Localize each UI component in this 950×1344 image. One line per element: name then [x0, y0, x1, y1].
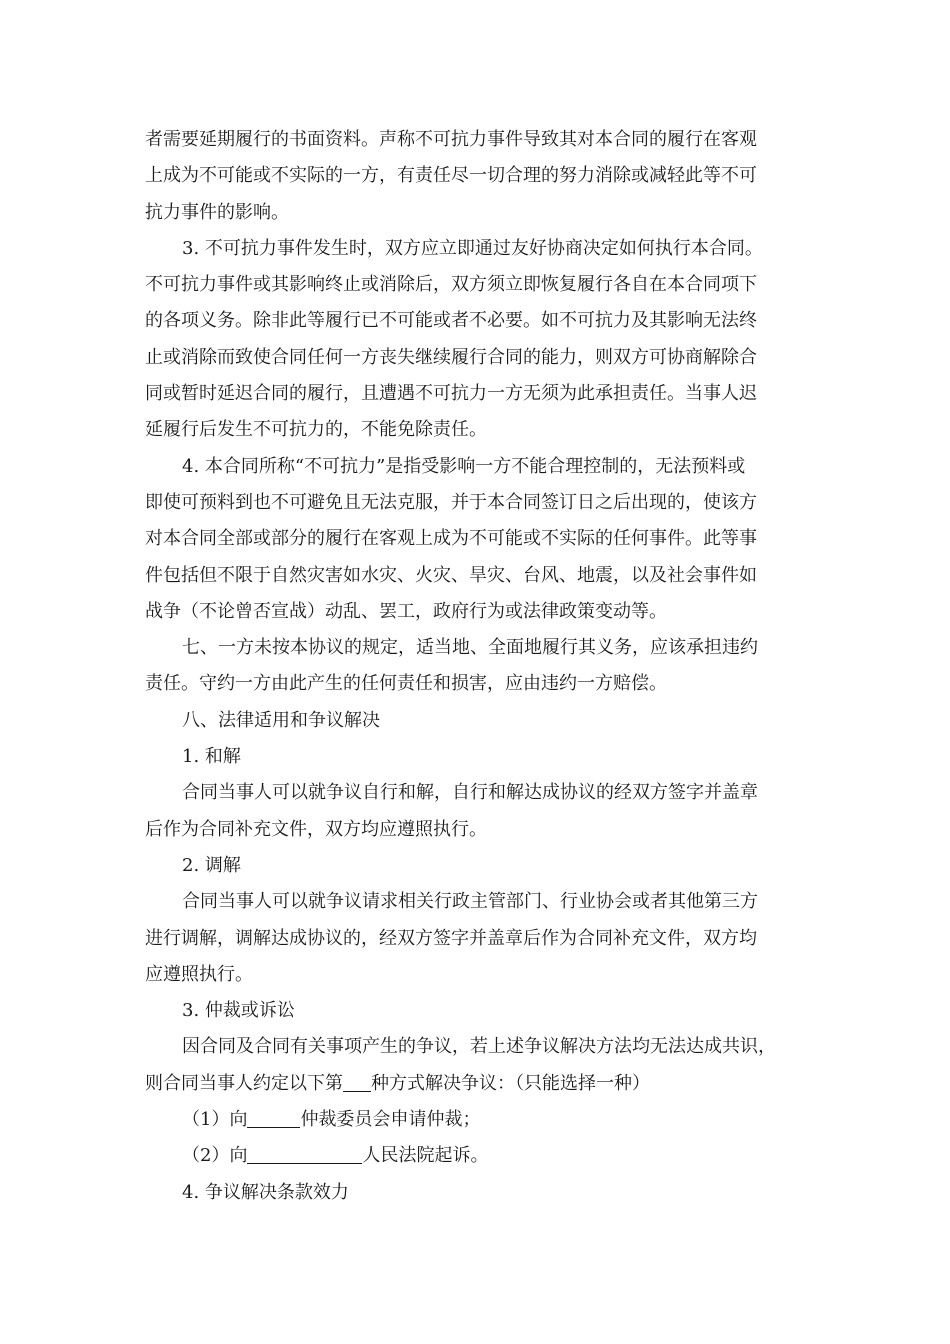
text-line: 进行调解，调解达成协议的，经双方签字并盖章后作为合同补充文件，双方均 — [145, 927, 757, 949]
subheading-clause-validity: 4. 争议解决条款效力 — [182, 1181, 349, 1203]
document-body — [145, 122, 810, 1211]
option-arbitration-line — [145, 1102, 810, 1138]
clause-3-paragraph: 3. 不可抗力事件发生时，双方应立即通过友好协商决定如何执行本合同。 — [182, 237, 763, 259]
text-line: 同或暂时延迟合同的履行，且遭遇不可抗力一方无须为此承担责任。当事人迟 — [145, 383, 757, 405]
court-name-blank[interactable] — [247, 1143, 362, 1164]
subheading-mediation: 2. 调解 — [182, 854, 241, 876]
text-line: 对本合同全部或部分的履行在客观上成为不可能或不实际的任何事件。此等事 — [145, 528, 757, 550]
dispute-method-choice-line — [145, 1066, 810, 1102]
option-2-before: （2）向 — [182, 1145, 248, 1167]
choice-line-after: 种方式解决争议：（只能选择一种） — [371, 1072, 650, 1094]
text-line: 止或消除而致使合同任何一方丧失继续履行合同的能力，则双方可协商解除合 — [145, 346, 757, 368]
text-line: 抗力事件的影响。 — [145, 201, 289, 223]
text-line: 即使可预料到也不可避免且无法克服，并于本合同签订日之后出现的，使该方 — [145, 491, 757, 513]
text-line: 件包括但不限于自然灾害如水灾、火灾、旱灾、台风、地震，以及社会事件如 — [145, 564, 757, 586]
option-court-line — [145, 1138, 810, 1174]
text-line: 者需要延期履行的书面资料。声称不可抗力事件导致其对本合同的履行在客观 — [145, 129, 757, 150]
arbitration-commission-blank[interactable] — [247, 1107, 300, 1128]
text-line: 战争（不论曾否宣战）动乱、罢工，政府行为或法律政策变动等。 — [145, 600, 667, 622]
text-line: 责任。守约一方由此产生的任何责任和损害，应由违约一方赔偿。 — [145, 673, 667, 695]
text-line: 上成为不可能或不实际的一方，有责任尽一切合理的努力消除或减轻此等不可 — [145, 165, 757, 187]
section-8-heading: 八、法律适用和争议解决 — [182, 709, 380, 731]
arbitration-paragraph: 因合同及合同有关事项产生的争议，若上述争议解决方法均无法达成共识， — [182, 1036, 776, 1058]
text-line: 的各项义务。除非此等履行已不可能或者不必要。如不可抗力及其影响无法终 — [145, 310, 757, 332]
option-1-after: 仲裁委员会申请仲裁； — [300, 1109, 481, 1131]
settlement-paragraph: 合同当事人可以就争议自行和解，自行和解达成协议的经双方签字并盖章 — [182, 782, 758, 804]
text-line: 应遵照执行。 — [145, 963, 253, 985]
text-line: 延履行后发生不可抗力的，不能免除责任。 — [145, 419, 487, 441]
clause-4-paragraph: 4. 本合同所称“不可抗力”是指受影响一方不能合理控制的，无法预料或 — [182, 455, 746, 477]
text-line: 不可抗力事件或其影响终止或消除后，双方须立即恢复履行各自在本合同项下 — [145, 274, 757, 296]
subheading-arbitration-litigation: 3. 仲裁或诉讼 — [182, 1000, 295, 1022]
option-2-after: 人民法院起诉。 — [362, 1145, 489, 1167]
option-1-before: （1）向 — [182, 1109, 248, 1131]
method-number-blank[interactable] — [343, 1071, 371, 1092]
subheading-settlement: 1. 和解 — [182, 746, 241, 768]
text-line: 后作为合同补充文件，双方均应遵照执行。 — [145, 818, 487, 840]
mediation-paragraph: 合同当事人可以就争议请求相关行政主管部门、行业协会或者其他第三方 — [182, 891, 758, 913]
section-7-paragraph: 七、一方未按本协议的规定，适当地、全面地履行其义务，应该承担违约 — [182, 637, 758, 659]
choice-line-before: 则合同当事人约定以下第 — [145, 1072, 343, 1094]
